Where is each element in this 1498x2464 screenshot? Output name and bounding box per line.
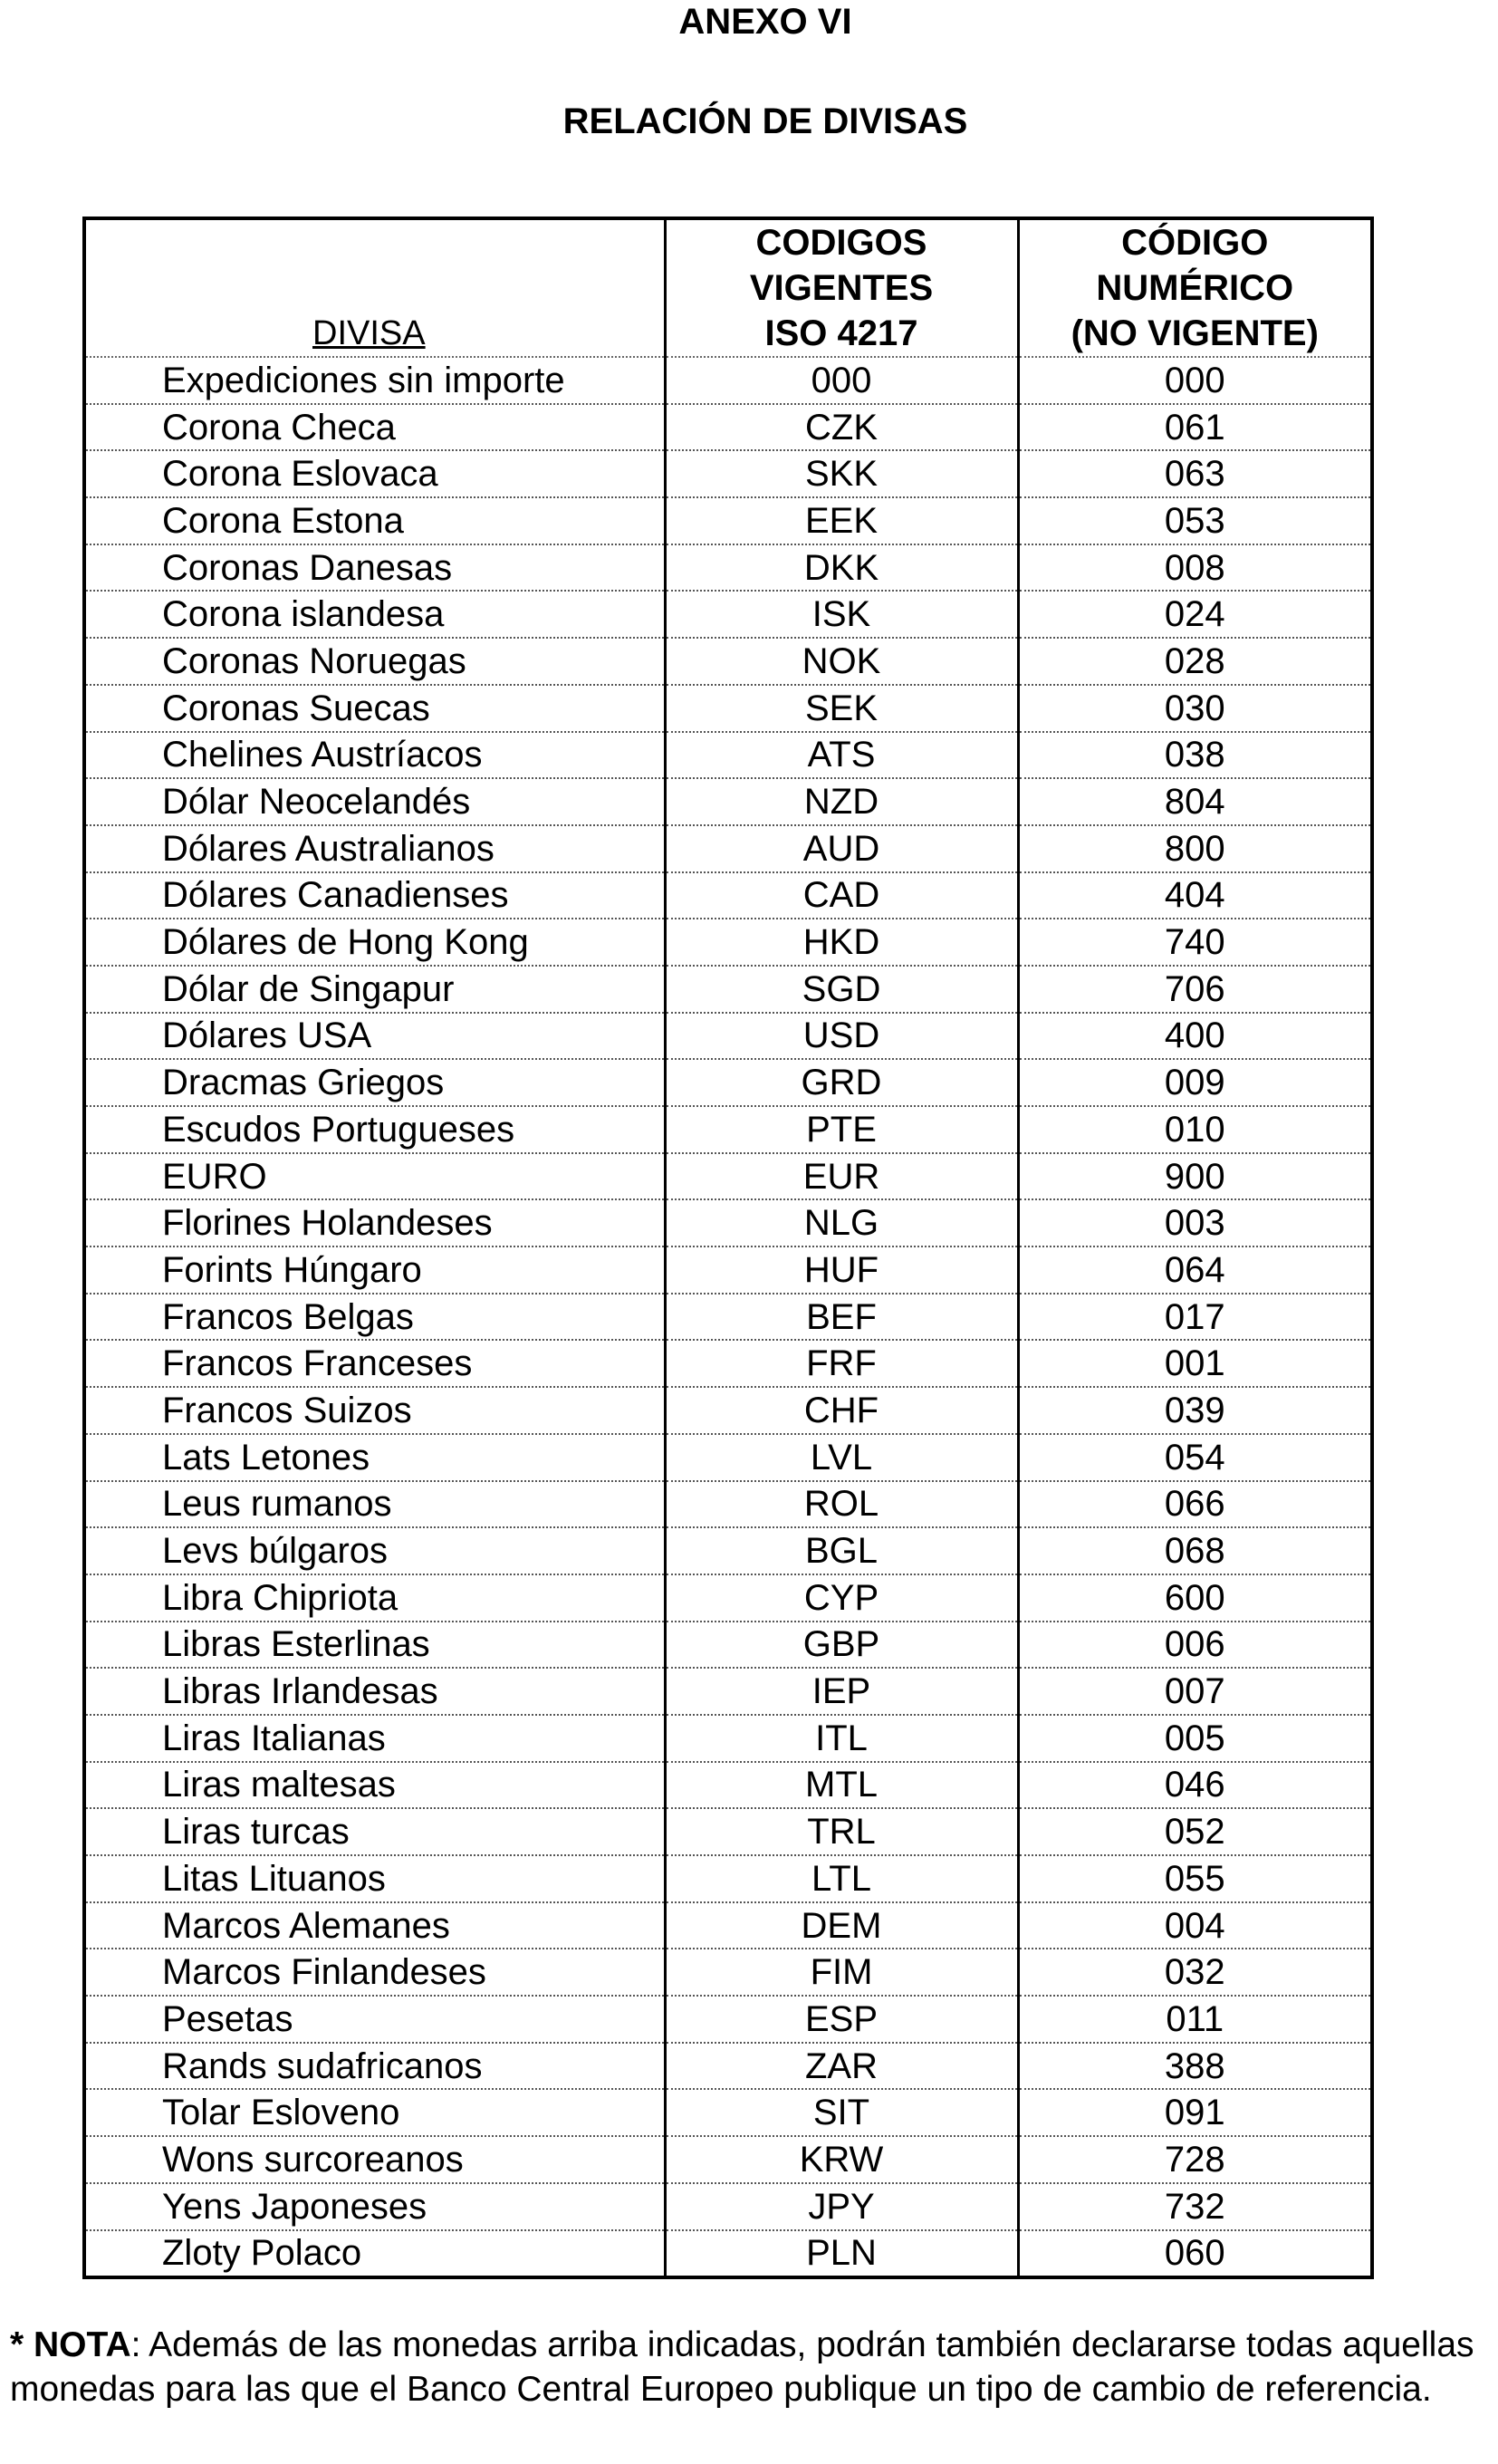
footnote-colon: : <box>130 2325 141 2364</box>
cell-divisa: Florines Holandeses <box>84 1199 665 1246</box>
cell-numeric-code: 400 <box>1018 1013 1372 1060</box>
cell-iso-code: 000 <box>665 357 1018 404</box>
header-line: VIGENTES <box>749 268 934 308</box>
table-row <box>84 1668 1372 1715</box>
currency-table <box>82 217 1374 2279</box>
table-row <box>84 1996 1372 2043</box>
cell-numeric-code: 060 <box>1018 2230 1372 2278</box>
cell-iso-code: SEK <box>665 685 1018 732</box>
cell-iso-code: LVL <box>665 1434 1018 1481</box>
cell-divisa: Dólar Neocelandés <box>84 778 665 825</box>
cell-divisa: Dracmas Griegos <box>84 1059 665 1106</box>
cell-iso-code: CAD <box>665 872 1018 919</box>
cell-divisa: Escudos Portugueses <box>84 1106 665 1153</box>
header-line: NUMÉRICO <box>1096 268 1294 308</box>
cell-iso-code: SKK <box>665 450 1018 497</box>
cell-numeric-code: 091 <box>1018 2089 1372 2136</box>
header-line: CODIGOS <box>755 223 927 263</box>
cell-numeric-code: 804 <box>1018 778 1372 825</box>
table-row <box>84 2043 1372 2090</box>
cell-iso-code: CYP <box>665 1574 1018 1622</box>
cell-iso-code: SIT <box>665 2089 1018 2136</box>
header-line: (NO VIGENTE) <box>1071 313 1319 353</box>
cell-divisa: Forints Húngaro <box>84 1246 665 1294</box>
cell-divisa: Liras maltesas <box>84 1762 665 1809</box>
cell-iso-code: HKD <box>665 919 1018 966</box>
cell-divisa: Pesetas <box>84 1996 665 2043</box>
document-subheading: RELACIÓN DE DIVISAS <box>562 101 968 141</box>
cell-numeric-code: 009 <box>1018 1059 1372 1106</box>
cell-iso-code: ATS <box>665 732 1018 779</box>
cell-divisa: Libra Chipriota <box>84 1574 665 1622</box>
table-row <box>84 1715 1372 1762</box>
cell-numeric-code: 388 <box>1018 2043 1372 2090</box>
cell-numeric-code: 706 <box>1018 966 1372 1013</box>
footnote-label: * NOTA <box>10 2325 131 2364</box>
cell-numeric-code: 063 <box>1018 450 1372 497</box>
cell-numeric-code: 052 <box>1018 1808 1372 1855</box>
table-row <box>84 1059 1372 1106</box>
table-row <box>84 1574 1372 1622</box>
cell-divisa: Chelines Austríacos <box>84 732 665 779</box>
cell-numeric-code: 032 <box>1018 1949 1372 1996</box>
cell-iso-code: EUR <box>665 1153 1018 1200</box>
table-header-row <box>84 218 1372 357</box>
table-row <box>84 591 1372 638</box>
cell-iso-code: TRL <box>665 1808 1018 1855</box>
cell-iso-code: NZD <box>665 778 1018 825</box>
cell-divisa: Lats Letones <box>84 1434 665 1481</box>
cell-iso-code: GRD <box>665 1059 1018 1106</box>
cell-numeric-code: 404 <box>1018 872 1372 919</box>
table-row <box>84 1527 1372 1574</box>
cell-iso-code: AUD <box>665 825 1018 872</box>
header-line: ISO 4217 <box>764 313 918 353</box>
cell-iso-code: BEF <box>665 1294 1018 1341</box>
column-header-iso-codes <box>665 218 1018 357</box>
cell-divisa: Zloty Polaco <box>84 2230 665 2278</box>
cell-numeric-code: 053 <box>1018 497 1372 544</box>
column-header-divisa: DIVISA <box>84 218 665 357</box>
cell-divisa: Liras turcas <box>84 1808 665 1855</box>
table-row <box>84 1106 1372 1153</box>
cell-divisa: Francos Franceses <box>84 1340 665 1387</box>
cell-divisa: Leus rumanos <box>84 1481 665 1528</box>
cell-numeric-code: 055 <box>1018 1855 1372 1902</box>
table-row <box>84 2230 1372 2278</box>
table-row <box>84 1246 1372 1294</box>
table-row <box>84 966 1372 1013</box>
cell-divisa: Corona Checa <box>84 404 665 451</box>
cell-divisa: Francos Suizos <box>84 1387 665 1434</box>
table-row <box>84 2089 1372 2136</box>
cell-iso-code: GBP <box>665 1622 1018 1669</box>
cell-numeric-code: 900 <box>1018 1153 1372 1200</box>
cell-iso-code: IEP <box>665 1668 1018 1715</box>
cell-numeric-code: 011 <box>1018 1996 1372 2043</box>
cell-iso-code: NLG <box>665 1199 1018 1246</box>
cell-numeric-code: 046 <box>1018 1762 1372 1809</box>
cell-numeric-code: 064 <box>1018 1246 1372 1294</box>
cell-iso-code: ESP <box>665 1996 1018 2043</box>
cell-divisa: Wons surcoreanos <box>84 2136 665 2183</box>
cell-numeric-code: 066 <box>1018 1481 1372 1528</box>
table-row <box>84 685 1372 732</box>
cell-iso-code: HUF <box>665 1246 1018 1294</box>
table-row <box>84 2183 1372 2230</box>
cell-numeric-code: 728 <box>1018 2136 1372 2183</box>
cell-numeric-code: 006 <box>1018 1622 1372 1669</box>
cell-divisa: Coronas Danesas <box>84 544 665 592</box>
document-heading: ANEXO VI <box>678 2 852 42</box>
cell-numeric-code: 004 <box>1018 1902 1372 1949</box>
cell-numeric-code: 024 <box>1018 591 1372 638</box>
cell-numeric-code: 003 <box>1018 1199 1372 1246</box>
cell-divisa: Liras Italianas <box>84 1715 665 1762</box>
footnote <box>10 2323 1495 2411</box>
cell-iso-code: PLN <box>665 2230 1018 2278</box>
cell-numeric-code: 007 <box>1018 1668 1372 1715</box>
cell-numeric-code: 030 <box>1018 685 1372 732</box>
header-line: CÓDIGO <box>1121 223 1269 263</box>
table-row <box>84 732 1372 779</box>
cell-iso-code: CZK <box>665 404 1018 451</box>
cell-divisa: Francos Belgas <box>84 1294 665 1341</box>
cell-divisa: Marcos Finlandeses <box>84 1949 665 1996</box>
footnote-text: Además de las monedas arriba indicadas, podrán también declararse todas aquellas monedas para las que el Banco Central Europeo publique un tipo de cambio de referencia. <box>10 2325 1474 2409</box>
cell-numeric-code: 005 <box>1018 1715 1372 1762</box>
cell-divisa: Rands sudafricanos <box>84 2043 665 2090</box>
cell-iso-code: PTE <box>665 1106 1018 1153</box>
cell-divisa: Levs búlgaros <box>84 1527 665 1574</box>
cell-numeric-code: 000 <box>1018 357 1372 404</box>
cell-divisa: Dólares Australianos <box>84 825 665 872</box>
cell-iso-code: DKK <box>665 544 1018 592</box>
cell-divisa: Dólares Canadienses <box>84 872 665 919</box>
cell-divisa: Dólares USA <box>84 1013 665 1060</box>
cell-numeric-code: 740 <box>1018 919 1372 966</box>
cell-numeric-code: 068 <box>1018 1527 1372 1574</box>
cell-iso-code: EEK <box>665 497 1018 544</box>
table-row <box>84 1902 1372 1949</box>
table-row <box>84 1762 1372 1809</box>
table-row <box>84 919 1372 966</box>
table-row <box>84 1199 1372 1246</box>
cell-iso-code: JPY <box>665 2183 1018 2230</box>
cell-iso-code: NOK <box>665 638 1018 685</box>
cell-divisa: Corona Eslovaca <box>84 450 665 497</box>
table-row <box>84 2136 1372 2183</box>
table-row <box>84 1153 1372 1200</box>
cell-divisa: EURO <box>84 1153 665 1200</box>
cell-divisa: Coronas Suecas <box>84 685 665 732</box>
cell-divisa: Corona Estona <box>84 497 665 544</box>
cell-numeric-code: 054 <box>1018 1434 1372 1481</box>
cell-iso-code: USD <box>665 1013 1018 1060</box>
cell-divisa: Coronas Noruegas <box>84 638 665 685</box>
table-row <box>84 357 1372 404</box>
table-row <box>84 1808 1372 1855</box>
cell-divisa: Libras Esterlinas <box>84 1622 665 1669</box>
table-row <box>84 1387 1372 1434</box>
cell-numeric-code: 028 <box>1018 638 1372 685</box>
table-row <box>84 497 1372 544</box>
cell-numeric-code: 732 <box>1018 2183 1372 2230</box>
table-row <box>84 778 1372 825</box>
table-row <box>84 872 1372 919</box>
cell-iso-code: MTL <box>665 1762 1018 1809</box>
cell-iso-code: SGD <box>665 966 1018 1013</box>
cell-iso-code: ZAR <box>665 2043 1018 2090</box>
table-row <box>84 1949 1372 1996</box>
cell-divisa: Dólares de Hong Kong <box>84 919 665 966</box>
table-row <box>84 1340 1372 1387</box>
cell-iso-code: KRW <box>665 2136 1018 2183</box>
cell-numeric-code: 039 <box>1018 1387 1372 1434</box>
table-row <box>84 450 1372 497</box>
cell-divisa: Expediciones sin importe <box>84 357 665 404</box>
table-row <box>84 825 1372 872</box>
table-row <box>84 1294 1372 1341</box>
table-row <box>84 404 1372 451</box>
cell-numeric-code: 017 <box>1018 1294 1372 1341</box>
cell-iso-code: FRF <box>665 1340 1018 1387</box>
table-row <box>84 638 1372 685</box>
cell-iso-code: ISK <box>665 591 1018 638</box>
cell-numeric-code: 061 <box>1018 404 1372 451</box>
cell-iso-code: DEM <box>665 1902 1018 1949</box>
column-header-numeric-code <box>1018 218 1372 357</box>
table-row <box>84 1481 1372 1528</box>
cell-iso-code: BGL <box>665 1527 1018 1574</box>
table-row <box>84 1013 1372 1060</box>
cell-iso-code: CHF <box>665 1387 1018 1434</box>
cell-divisa: Yens Japoneses <box>84 2183 665 2230</box>
cell-divisa: Marcos Alemanes <box>84 1902 665 1949</box>
cell-iso-code: LTL <box>665 1855 1018 1902</box>
cell-divisa: Libras Irlandesas <box>84 1668 665 1715</box>
table-row <box>84 1622 1372 1669</box>
cell-divisa: Corona islandesa <box>84 591 665 638</box>
cell-divisa: Litas Lituanos <box>84 1855 665 1902</box>
cell-divisa: Tolar Esloveno <box>84 2089 665 2136</box>
cell-numeric-code: 800 <box>1018 825 1372 872</box>
table-row <box>84 544 1372 592</box>
cell-iso-code: ITL <box>665 1715 1018 1762</box>
table-row <box>84 1434 1372 1481</box>
table-row <box>84 1855 1372 1902</box>
cell-iso-code: FIM <box>665 1949 1018 1996</box>
cell-divisa: Dólar de Singapur <box>84 966 665 1013</box>
cell-numeric-code: 600 <box>1018 1574 1372 1622</box>
cell-numeric-code: 001 <box>1018 1340 1372 1387</box>
cell-numeric-code: 008 <box>1018 544 1372 592</box>
cell-numeric-code: 010 <box>1018 1106 1372 1153</box>
cell-iso-code: ROL <box>665 1481 1018 1528</box>
cell-numeric-code: 038 <box>1018 732 1372 779</box>
